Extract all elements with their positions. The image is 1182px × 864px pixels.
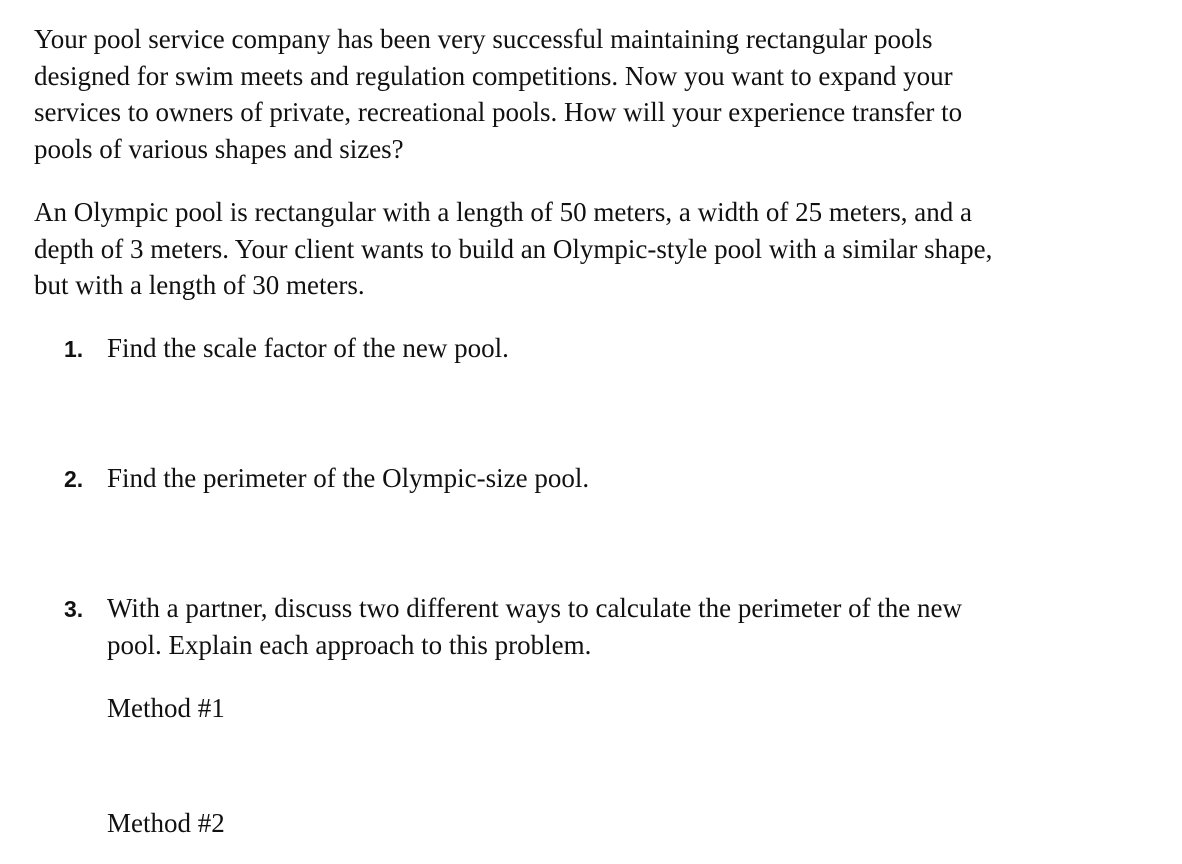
intro-line: pools of various shapes and sizes? <box>34 133 404 164</box>
question-text: Find the perimeter of the Olympic-size pool. <box>107 463 590 493</box>
question-3 <box>64 590 1144 670</box>
question-1 <box>64 330 1144 370</box>
intro-paragraph <box>34 21 1134 167</box>
method-1-label: Method #1 <box>107 693 225 723</box>
question-number: 2. <box>64 466 84 492</box>
question-text: With a partner, discuss two different ways to calculate the perimeter of the new <box>107 593 963 623</box>
problem-line: but with a length of 30 meters. <box>34 270 365 300</box>
intro-line: Your pool service company has been very successful maintaining rectangular pools <box>34 24 933 54</box>
problem-line: depth of 3 meters. Your client wants to build an Olympic-style pool with a similar shape, <box>34 233 993 264</box>
question-number: 3. <box>64 596 84 622</box>
method-2-label: Method #2 <box>107 808 225 838</box>
question-2 <box>64 460 1144 500</box>
question-text: pool. Explain each approach to this problem. <box>107 630 592 660</box>
problem-line: An Olympic pool is rectangular with a length of 50 meters, a width of 25 meters, and a <box>34 197 973 227</box>
intro-line: designed for swim meets and regulation competitions. Now you want to expand your <box>34 60 953 91</box>
problem-paragraph <box>34 194 1134 304</box>
question-text: Find the scale factor of the new pool. <box>107 333 509 363</box>
intro-line: services to owners of private, recreational pools. How will your experience transfer to <box>34 97 963 127</box>
question-number: 1. <box>64 336 84 362</box>
